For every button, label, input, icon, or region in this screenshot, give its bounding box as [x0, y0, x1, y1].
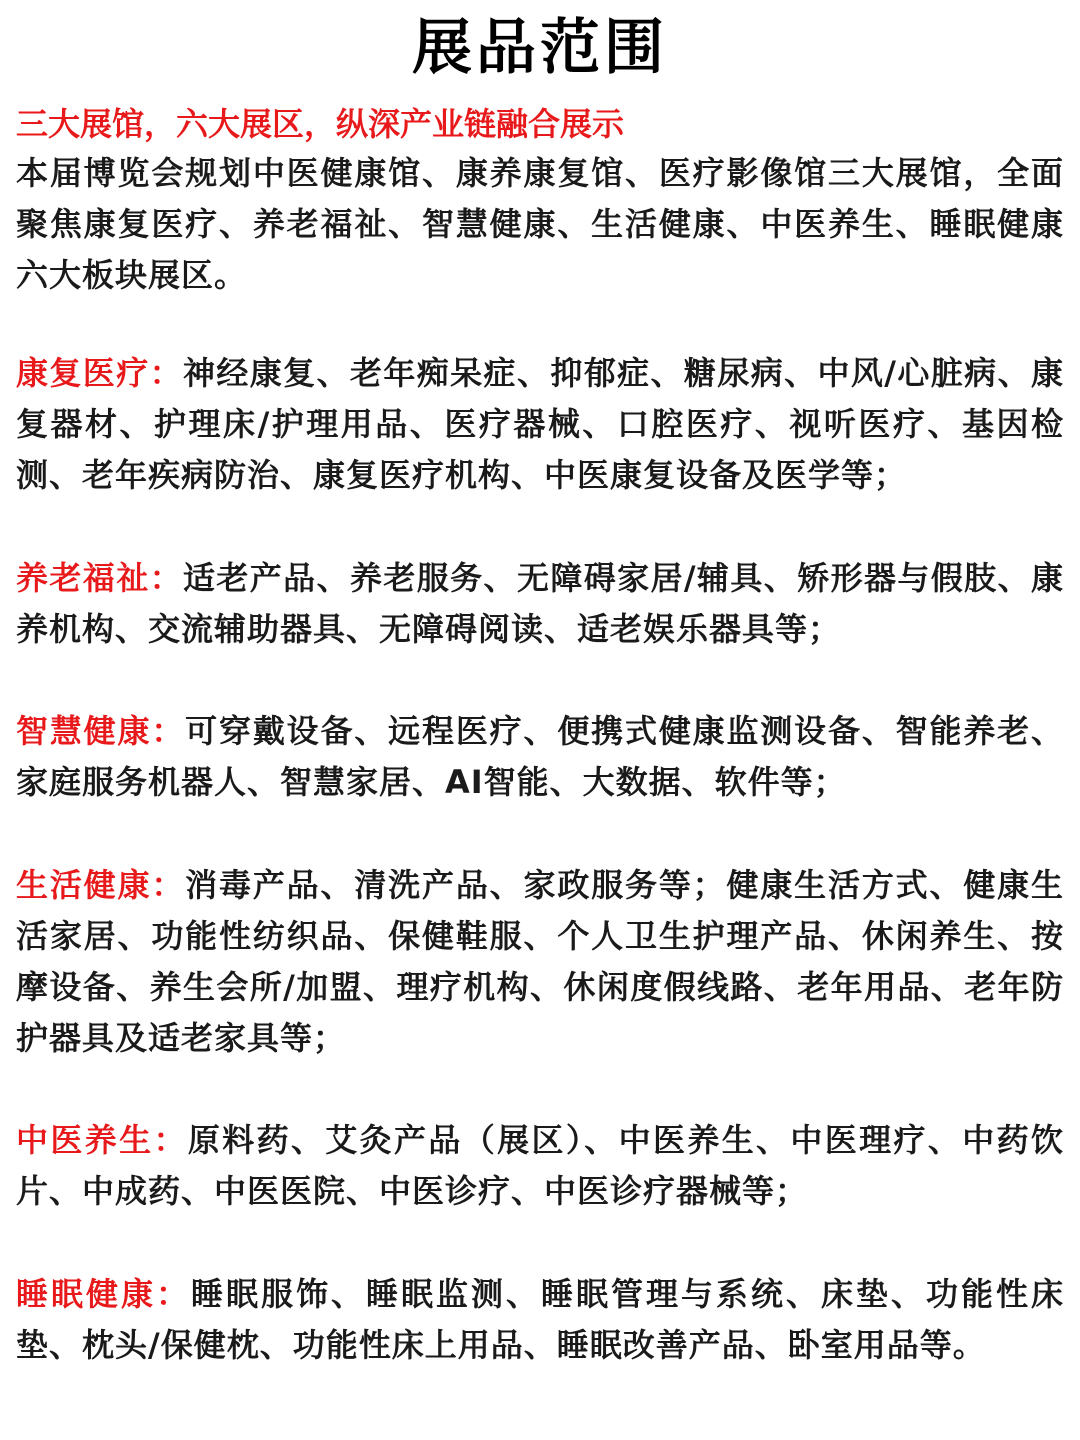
section-label: 智慧健康： — [16, 712, 186, 750]
section-text: 睡眠服饰、睡眠监测、睡眠管理与系统、床垫、功能性床垫、枕头/保健枕、功能性床上用品、睡眠改善产品、卧室用品等。 — [16, 1275, 1064, 1364]
section-label: 睡眠健康： — [16, 1275, 191, 1313]
section-label: 康复医疗： — [16, 354, 183, 392]
intro-paragraph: 本届博览会规划中医健康馆、康养康复馆、医疗影像馆三大展馆，全面聚焦康复医疗、养老福祉、智慧健康、生活健康、中医养生、睡眠健康六大板块展区。 — [16, 154, 1064, 294]
section-text: 消毒产品、清洗产品、家政服务等；健康生活方式、健康生活家居、功能性纺织品、保健鞋服、个人卫生护理产品、休闲养生、按摩设备、养生会所/加盟、理疗机构、休闲度假线路、老年用品、老年防护器具及适老家具等； — [16, 866, 1064, 1057]
section-life-health — [16, 860, 1064, 1064]
section-label: 中医养生： — [16, 1121, 188, 1159]
section-text: 原料药、艾灸产品（展区）、中医养生、中医理疗、中药饮片、中成药、中医医院、中医诊疗、中医诊疗器械等； — [16, 1121, 1064, 1210]
section-text: 可穿戴设备、远程医疗、便携式健康监测设备、智能养老、家庭服务机器人、智慧家居、AI智能、大数据、软件等； — [16, 712, 1064, 801]
section-label: 生活健康： — [16, 866, 186, 904]
subtitle: 三大展馆，六大展区，纵深产业链融合展示 — [16, 105, 625, 143]
section-text: 神经康复、老年痴呆症、抑郁症、糖尿病、中风/心脏病、康复器材、护理床/护理用品、医疗器械、口腔医疗、视听医疗、基因检测、老年疾病防治、康复医疗机构、中医康复设备及医学等； — [16, 354, 1064, 494]
section-sleep-health — [16, 1269, 1064, 1371]
section-label: 养老福祉： — [16, 559, 183, 597]
section-elderly-welfare — [16, 553, 1064, 655]
section-smart-health — [16, 706, 1064, 808]
page-title: 展品范围 — [412, 13, 668, 83]
section-rehab-medical — [16, 348, 1064, 501]
section-text: 适老产品、养老服务、无障碍家居/辅具、矫形器与假肢、康养机构、交流辅助器具、无障碍阅读、适老娱乐器具等； — [16, 559, 1064, 648]
section-tcm-wellness — [16, 1115, 1064, 1217]
